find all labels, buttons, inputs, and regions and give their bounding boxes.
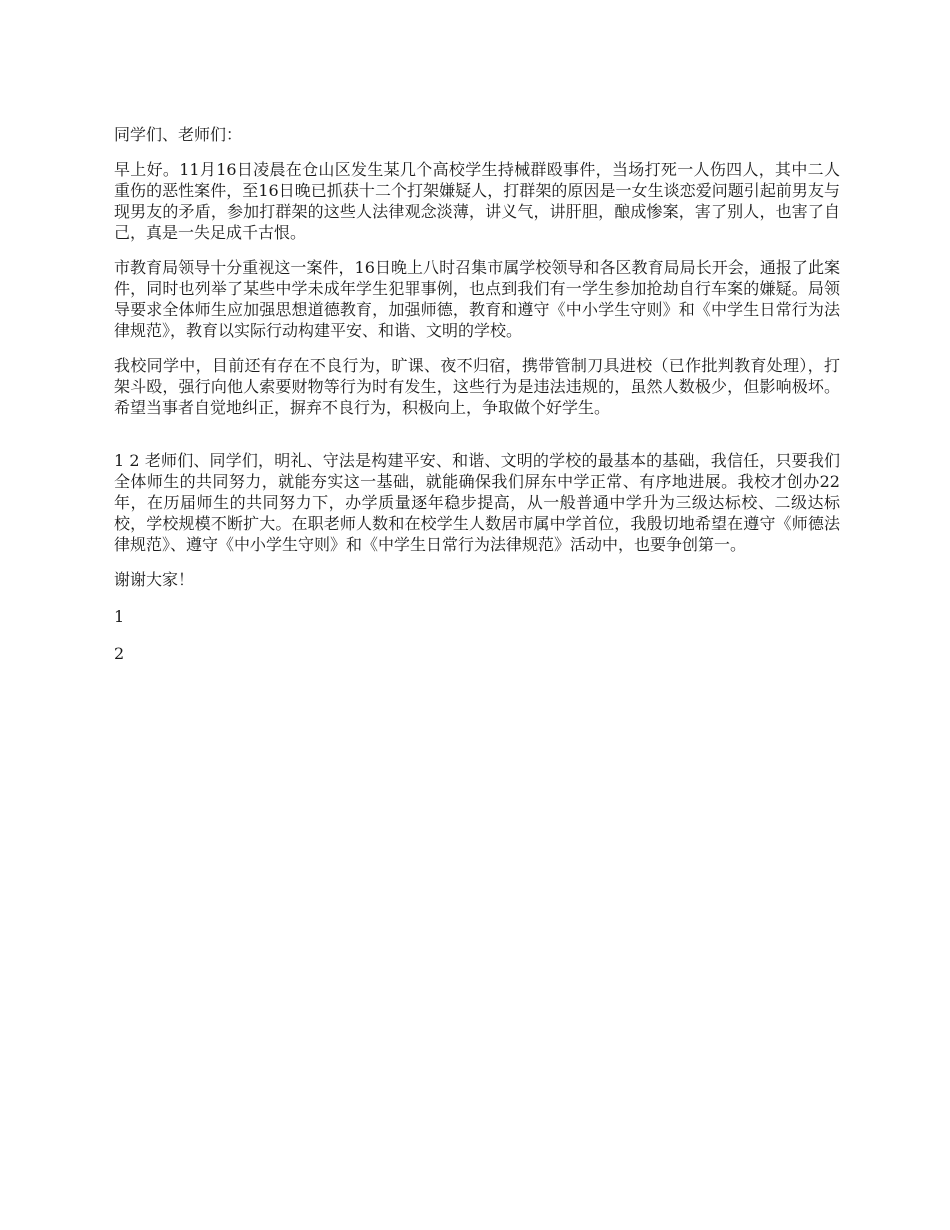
- paragraph-school-conduct: 我校同学中，目前还有存在不良行为，旷课、夜不归宿，携带管制刀具进校（已作批判教育处理），打架斗殴，强行向他人索要财物等行为时有发生，这些行为是违法违规的，虽然人数极少，但影响极坏。希望当事者自觉地纠正，摒弃不良行为，积极向上，争取做个好学生。: [114, 356, 840, 417]
- greeting: 同学们、老师们：: [114, 125, 243, 144]
- document-body: [114, 124, 840, 680]
- paragraph-school-history: 1 2 老师们、同学们，明礼、守法是构建平安、和谐、文明的学校的最基本的基础，我信任，只要我们全体师生的共同努力，就能夯实这一基础，就能确保我们屏东中学正常、有序地进展。我校才创办22年，在历届师生的共同努力下，办学质量逐年稳步提高，从一般普通中学升为三级达标校、二级达标校，学校规模不断扩大。在职老师人数和在校学生人数居市属中学首位，我殷切地希望在遵守《师德法律规范》、遵守《中小学生守则》和《中学生日常行为法律规范》活动中，也要争创第一。: [114, 451, 840, 554]
- page-number-2: 2: [114, 644, 125, 663]
- paragraph-incident: 早上好。11月16日凌晨在仓山区发生某几个高校学生持械群殴事件，当场打死一人伤四人，其中二人重伤的恶性案件，至16日晚已抓获十二个打架嫌疑人，打群架的原因是一女生谈恋爱问题引起前男友与现男友的矛盾，参加打群架的这些人法律观念淡薄，讲义气，讲肝胆，酿成惨案，害了别人，也害了自己，真是一失足成千古恨。: [114, 160, 840, 242]
- paragraph-bureau-meeting: 市教育局领导十分重视这一案件，16日晚上八时召集市属学校领导和各区教育局局长开会，通报了此案件，同时也列举了某些中学未成年学生犯罪事例，也点到我们有一学生参加抢劫自行车案的嫌疑。局领导要求全体师生应加强思想道德教育，加强师德，教育和遵守《中小学生守则》和《中学生日常行为法律规范》，教育以实际行动构建平安、和谐、文明的学校。: [114, 258, 840, 340]
- page-number-1: 1: [114, 607, 125, 626]
- closing-thanks: 谢谢大家！: [114, 570, 195, 589]
